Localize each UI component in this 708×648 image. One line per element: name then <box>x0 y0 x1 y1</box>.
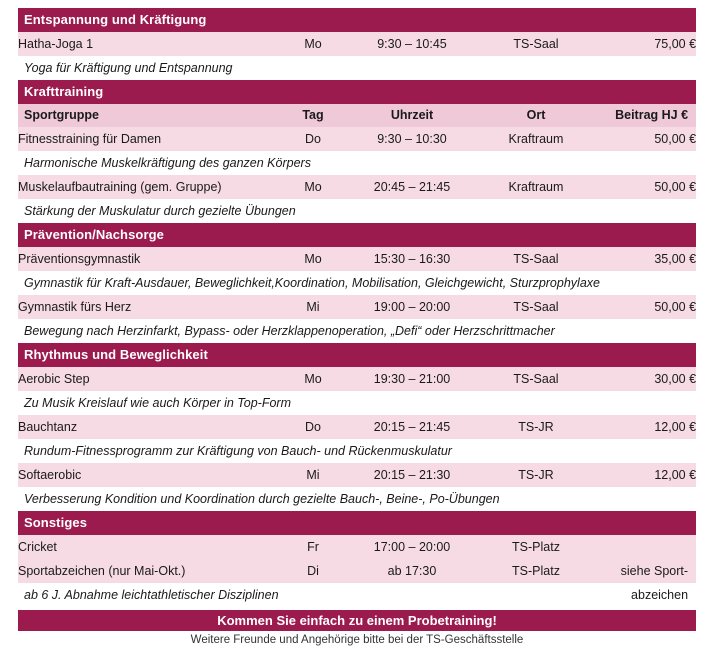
table-row <box>18 247 696 271</box>
column-header-tag: Tag <box>278 104 348 127</box>
section-header-row <box>18 343 696 367</box>
course-description: Rundum-Fitnessprogramm zur Kräftigung von Bauch- und Rückenmuskulatur <box>18 439 696 463</box>
course-day: Di <box>278 559 348 583</box>
course-name: Bauchtanz <box>18 415 278 439</box>
description-row <box>18 56 696 80</box>
table-row <box>18 535 696 559</box>
course-day: Mi <box>278 295 348 319</box>
section-header-row <box>18 511 696 535</box>
footnote-text: Weitere Freunde und Angehörige bitte bei der TS-Geschäftsstelle <box>190 634 524 646</box>
course-fee: 35,00 € <box>596 247 696 271</box>
course-day: Mi <box>278 463 348 487</box>
course-place: TS-Saal <box>476 367 596 391</box>
column-header-sportgruppe: Sportgruppe <box>18 104 278 127</box>
description-row <box>18 583 696 607</box>
column-header-row <box>18 104 696 127</box>
table-row <box>18 295 696 319</box>
course-description: Stärkung der Muskulatur durch gezielte Übungen <box>18 199 696 223</box>
course-time: 20:45 – 21:45 <box>348 175 476 199</box>
section-header-row <box>18 223 696 247</box>
course-place: TS-Saal <box>476 247 596 271</box>
course-day: Mo <box>278 367 348 391</box>
course-description: Harmonische Muskelkräftigung des ganzen Körpers <box>18 151 696 175</box>
course-day: Do <box>278 415 348 439</box>
section-title: Rhythmus und Beweglichkeit <box>18 343 696 367</box>
course-time: 19:00 – 20:00 <box>348 295 476 319</box>
course-description: ab 6 J. Abnahme leichtathletischer Disziplinen <box>18 583 596 607</box>
description-row <box>18 151 696 175</box>
table-row <box>18 463 696 487</box>
probetraining-banner: Kommen Sie einfach zu einem Probetraining! <box>18 610 696 631</box>
course-name: Gymnastik fürs Herz <box>18 295 278 319</box>
course-name: Cricket <box>18 535 278 559</box>
course-time: 19:30 – 21:00 <box>348 367 476 391</box>
course-day: Do <box>278 127 348 151</box>
description-row <box>18 319 696 343</box>
section-title: Entspannung und Kräftigung <box>18 8 696 32</box>
course-place: TS-Saal <box>476 32 596 56</box>
course-name: Softaerobic <box>18 463 278 487</box>
course-time: 9:30 – 10:30 <box>348 127 476 151</box>
column-header-ort: Ort <box>476 104 596 127</box>
table-row <box>18 32 696 56</box>
course-fee: siehe Sport- <box>596 559 696 583</box>
section-title: Krafttraining <box>18 80 696 104</box>
course-fee: 12,00 € <box>596 463 696 487</box>
course-description: Gymnastik für Kraft-Ausdauer, Beweglichkeit,Koordination, Mobilisation, Gleichgewicht, Sturzprophylaxe <box>18 271 696 295</box>
schedule-table <box>18 8 696 607</box>
course-description: Yoga für Kräftigung und Entspannung <box>18 56 696 80</box>
course-description: Zu Musik Kreislauf wie auch Körper in Top-Form <box>18 391 696 415</box>
section-title: Prävention/Nachsorge <box>18 223 696 247</box>
table-row <box>18 367 696 391</box>
table-row <box>18 415 696 439</box>
section-title: Sonstiges <box>18 511 696 535</box>
course-time: 9:30 – 10:45 <box>348 32 476 56</box>
course-place: TS-JR <box>476 463 596 487</box>
course-fee: 30,00 € <box>596 367 696 391</box>
course-name: Fitnesstraining für Damen <box>18 127 278 151</box>
course-fee: 50,00 € <box>596 295 696 319</box>
course-fee-continued: abzeichen <box>596 583 696 607</box>
course-description: Bewegung nach Herzinfarkt, Bypass- oder Herzklappenoperation, „Defi“ oder Herzschrittmacher <box>18 319 696 343</box>
course-place: TS-Saal <box>476 295 596 319</box>
course-place: Kraftraum <box>476 127 596 151</box>
column-header-beitrag: Beitrag HJ € <box>596 104 696 127</box>
course-fee: 75,00 € <box>596 32 696 56</box>
course-fee: 12,00 € <box>596 415 696 439</box>
course-place: TS-JR <box>476 415 596 439</box>
course-place: Kraftraum <box>476 175 596 199</box>
description-row <box>18 439 696 463</box>
course-name: Präventionsgymnastik <box>18 247 278 271</box>
course-name: Aerobic Step <box>18 367 278 391</box>
table-row <box>18 127 696 151</box>
table-row <box>18 175 696 199</box>
course-name: Muskelaufbautraining (gem. Gruppe) <box>18 175 278 199</box>
course-day: Mo <box>278 175 348 199</box>
course-day: Fr <box>278 535 348 559</box>
description-row <box>18 271 696 295</box>
course-place: TS-Platz <box>476 559 596 583</box>
description-row <box>18 487 696 511</box>
course-time: ab 17:30 <box>348 559 476 583</box>
description-row <box>18 199 696 223</box>
table-row <box>18 559 696 583</box>
course-time: 15:30 – 16:30 <box>348 247 476 271</box>
column-header-uhrzeit: Uhrzeit <box>348 104 476 127</box>
course-description: Verbesserung Kondition und Koordination durch gezielte Bauch-, Beine-, Po-Übungen <box>18 487 696 511</box>
course-time: 20:15 – 21:30 <box>348 463 476 487</box>
course-fee: 50,00 € <box>596 127 696 151</box>
course-day: Mo <box>278 32 348 56</box>
course-fee: 50,00 € <box>596 175 696 199</box>
course-place: TS-Platz <box>476 535 596 559</box>
section-header-row <box>18 80 696 104</box>
course-time: 20:15 – 21:45 <box>348 415 476 439</box>
section-header-row <box>18 8 696 32</box>
course-time: 17:00 – 20:00 <box>348 535 476 559</box>
course-fee <box>596 535 696 559</box>
course-name: Sportabzeichen (nur Mai-Okt.) <box>18 559 278 583</box>
description-row <box>18 391 696 415</box>
course-day: Mo <box>278 247 348 271</box>
course-name: Hatha-Joga 1 <box>18 32 278 56</box>
